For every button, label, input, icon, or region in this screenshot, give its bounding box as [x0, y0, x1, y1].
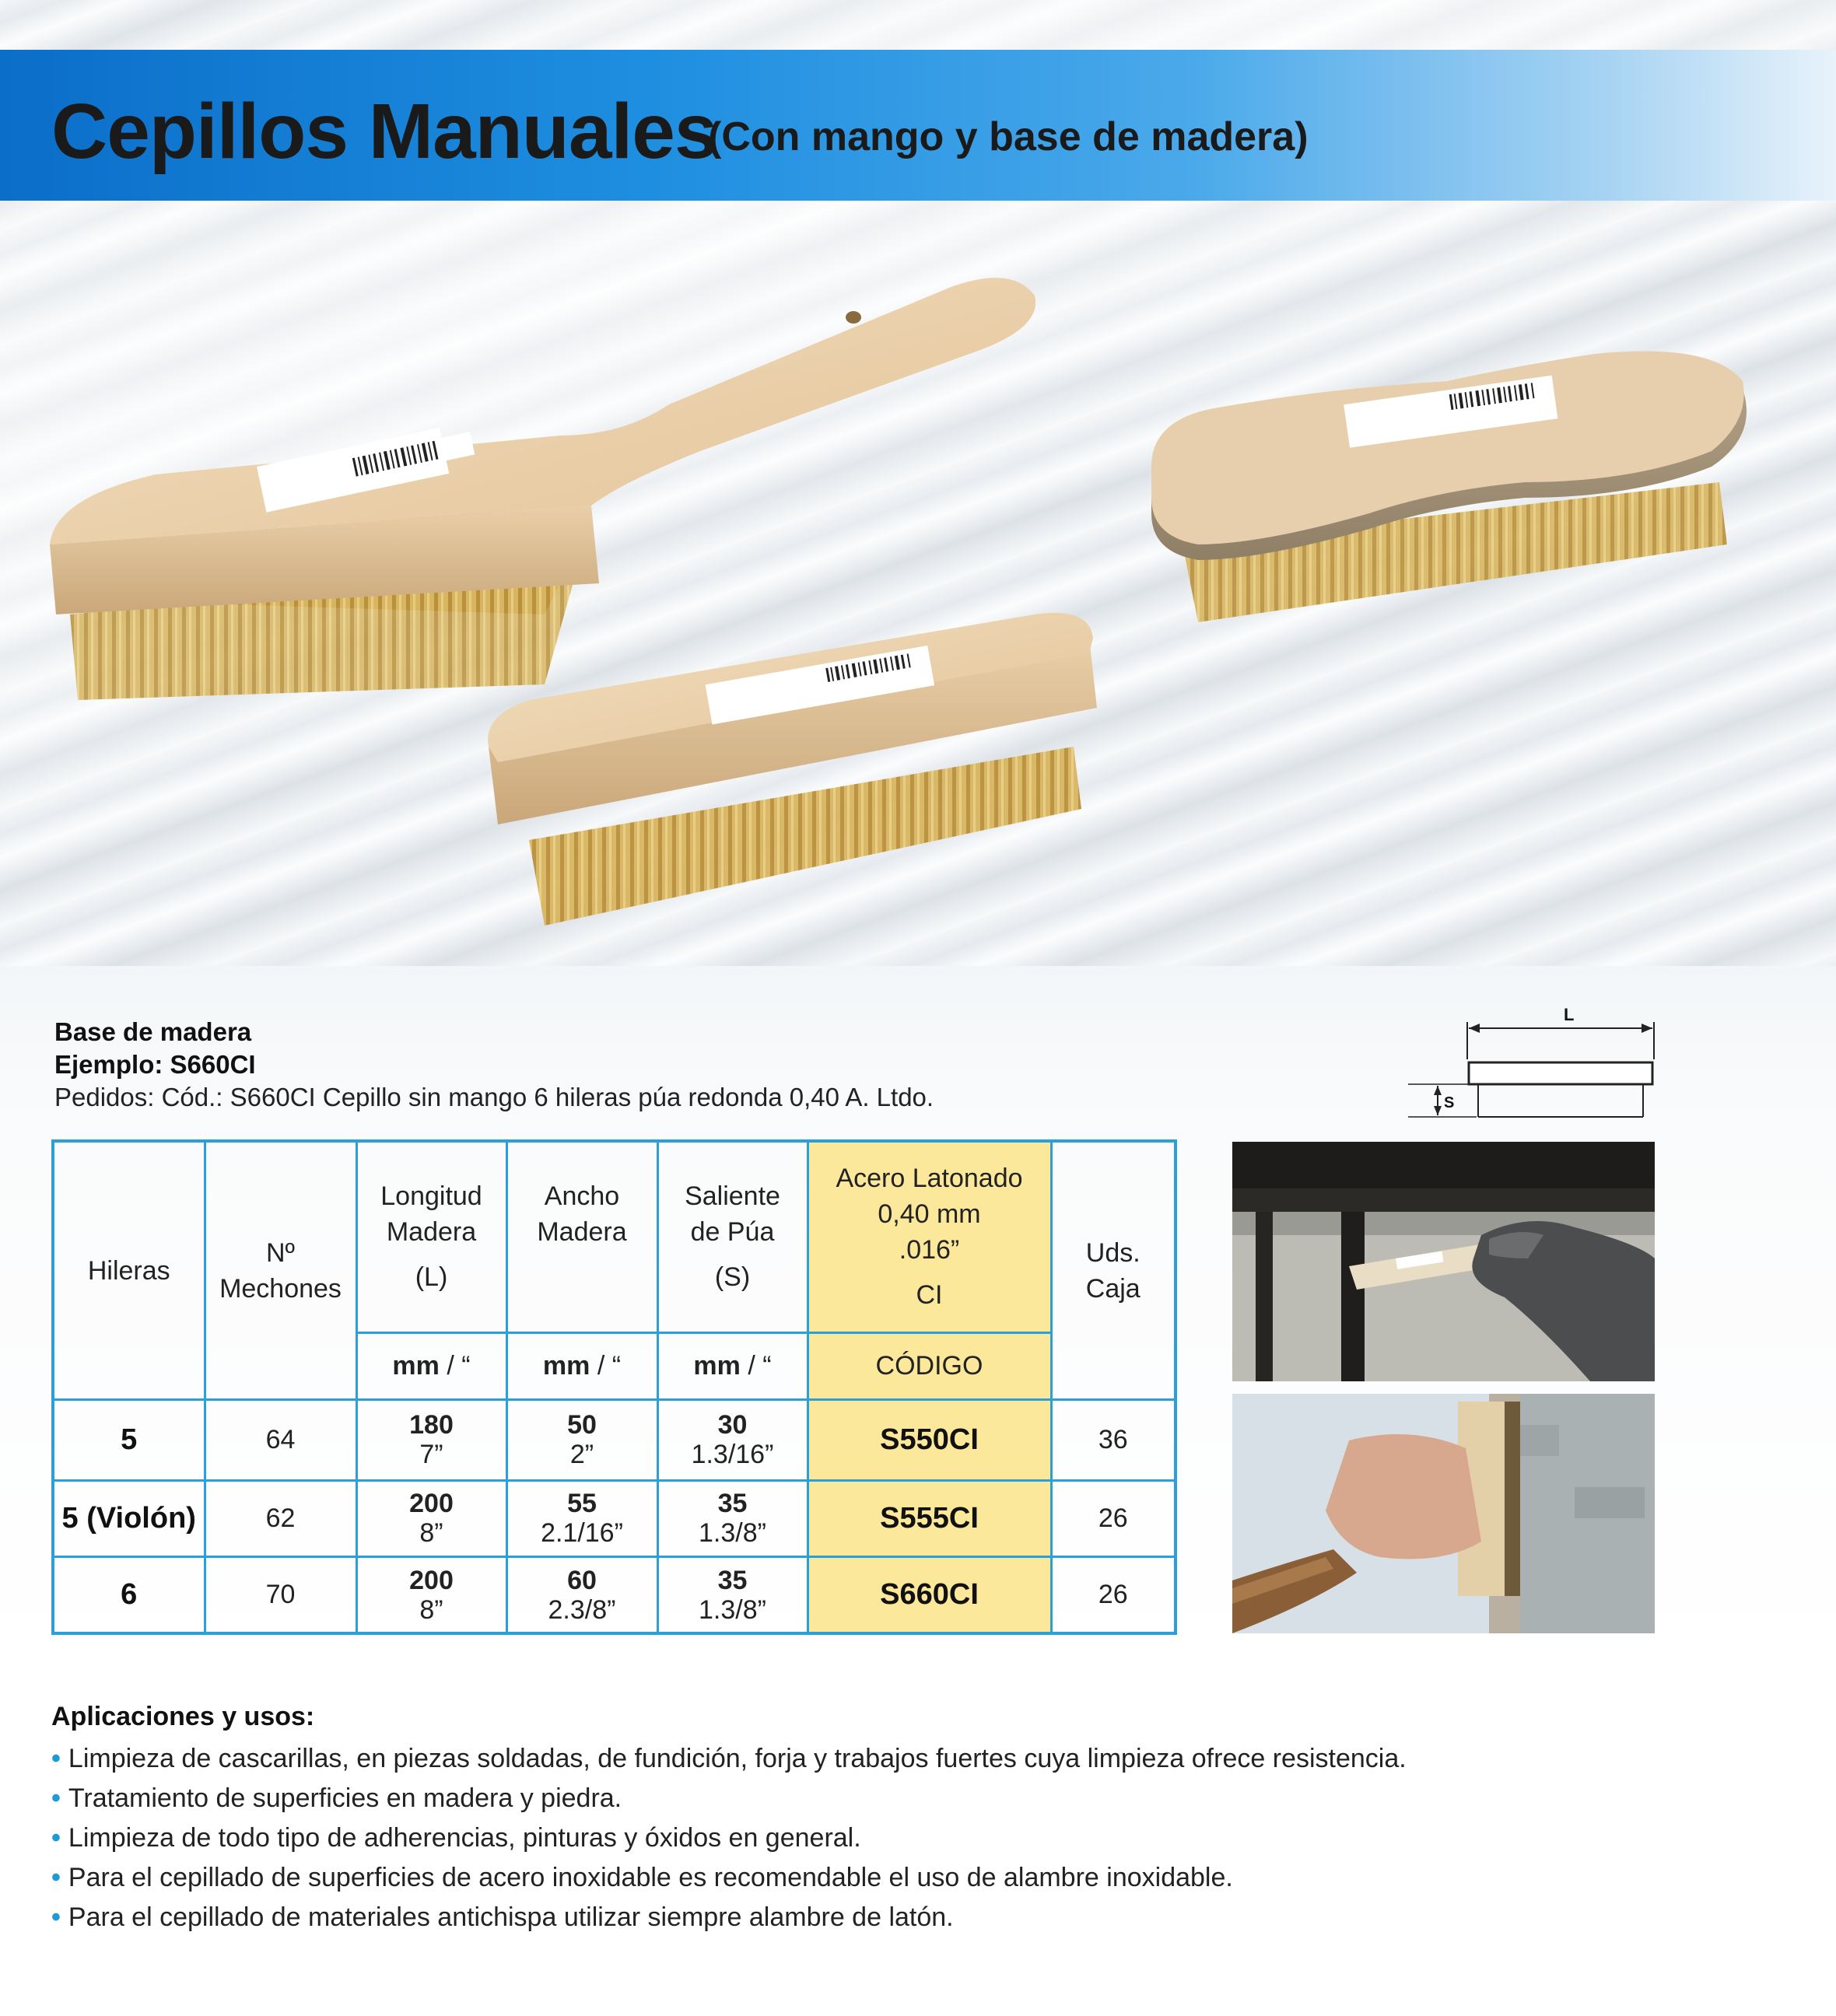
bullet-icon: • — [51, 1783, 61, 1813]
diagram-label-s: S — [1444, 1094, 1455, 1111]
cell-ancho: 50 2” — [506, 1400, 657, 1480]
cell-hileras: 5 (Violón) — [53, 1480, 205, 1556]
bullet-icon: • — [51, 1863, 61, 1892]
cell-hileras: 6 — [53, 1557, 205, 1634]
cell-uds: 36 — [1051, 1400, 1176, 1480]
spec-table — [51, 1139, 1177, 1635]
header-saliente: Saliente de Púa (S) — [657, 1141, 808, 1332]
table-row — [53, 1557, 1176, 1634]
brush-with-handle-image — [50, 278, 1035, 700]
cell-codigo: S550CI — [808, 1400, 1051, 1480]
header-ancho: Ancho Madera — [506, 1141, 657, 1332]
list-item: • Limpieza de cascarillas, en piezas soldadas, de fundición, forja y trabajos fuertes cuya limpieza ofrece resistencia. — [51, 1744, 1407, 1773]
product-photo-brushes — [0, 233, 1836, 964]
unit-longitud: mm / “ — [356, 1332, 506, 1399]
cell-saliente: 35 1.3/8” — [657, 1557, 808, 1634]
applications-title: Aplicaciones y usos: — [51, 1702, 315, 1731]
cell-saliente: 30 1.3/16” — [657, 1400, 808, 1480]
example-block — [54, 1016, 934, 1114]
cell-uds: 26 — [1051, 1480, 1176, 1556]
header-longitud: Longitud Madera (L) — [356, 1141, 506, 1332]
cell-hileras: 5 — [53, 1400, 205, 1480]
cell-mechones: 62 — [205, 1480, 356, 1556]
header-uds-caja: Uds. Caja — [1051, 1141, 1176, 1400]
example-base-label: Base de madera — [54, 1017, 252, 1046]
brush-without-handle-image — [488, 613, 1097, 926]
list-item: • Para el cepillado de superficies de acero inoxidable es recomendable el uso de alambre inoxidable. — [51, 1863, 1233, 1892]
list-item: • Para el cepillado de materiales antichispa utilizar siempre alambre de latón. — [51, 1902, 954, 1932]
brush-violin-image — [1151, 352, 1747, 622]
unit-ancho: mm / “ — [506, 1332, 657, 1399]
cell-ancho: 60 2.3/8” — [506, 1557, 657, 1634]
table-row — [53, 1400, 1176, 1480]
page-title: Cepillos Manuales — [51, 88, 717, 175]
example-code-label: Ejemplo: S660CI — [54, 1050, 256, 1079]
cell-ancho: 55 2.1/16” — [506, 1480, 657, 1556]
header-acero-latonado: Acero Latonado 0,40 mm .016” CI — [808, 1141, 1051, 1332]
cell-codigo: S660CI — [808, 1557, 1051, 1634]
cell-longitud: 200 8” — [356, 1480, 506, 1556]
usage-photo-hand-on-wall — [1232, 1394, 1655, 1633]
header-mechones: Nº Mechones — [205, 1141, 356, 1400]
header-hileras: Hileras — [53, 1141, 205, 1400]
cell-longitud: 200 8” — [356, 1557, 506, 1634]
table-row — [53, 1480, 1176, 1556]
unit-saliente: mm / “ — [657, 1332, 808, 1399]
cell-mechones: 64 — [205, 1400, 356, 1480]
diagram-label-l: L — [1564, 1005, 1575, 1024]
dimension-diagram — [1400, 1003, 1665, 1128]
unit-codigo: CÓDIGO — [808, 1332, 1051, 1399]
cell-uds: 26 — [1051, 1557, 1176, 1634]
list-item: • Tratamiento de superficies en madera y piedra. — [51, 1783, 622, 1813]
usage-photo-gloved-hand — [1232, 1142, 1655, 1381]
applications-list — [51, 1739, 1763, 1937]
cell-saliente: 35 1.3/8” — [657, 1480, 808, 1556]
cell-longitud: 180 7” — [356, 1400, 506, 1480]
cell-codigo: S555CI — [808, 1480, 1051, 1556]
bullet-icon: • — [51, 1902, 61, 1932]
bullet-icon: • — [51, 1823, 61, 1853]
cell-mechones: 70 — [205, 1557, 356, 1634]
applications-section — [51, 1697, 1763, 1937]
list-item: • Limpieza de todo tipo de adherencias, pinturas y óxidos en general. — [51, 1823, 861, 1853]
example-order-text: Pedidos: Cód.: S660CI Cepillo sin mango 6 hileras púa redonda 0,40 A. Ltdo. — [54, 1083, 934, 1111]
page-subtitle: (Con mango y base de madera) — [708, 114, 1309, 159]
bullet-icon: • — [51, 1744, 61, 1773]
